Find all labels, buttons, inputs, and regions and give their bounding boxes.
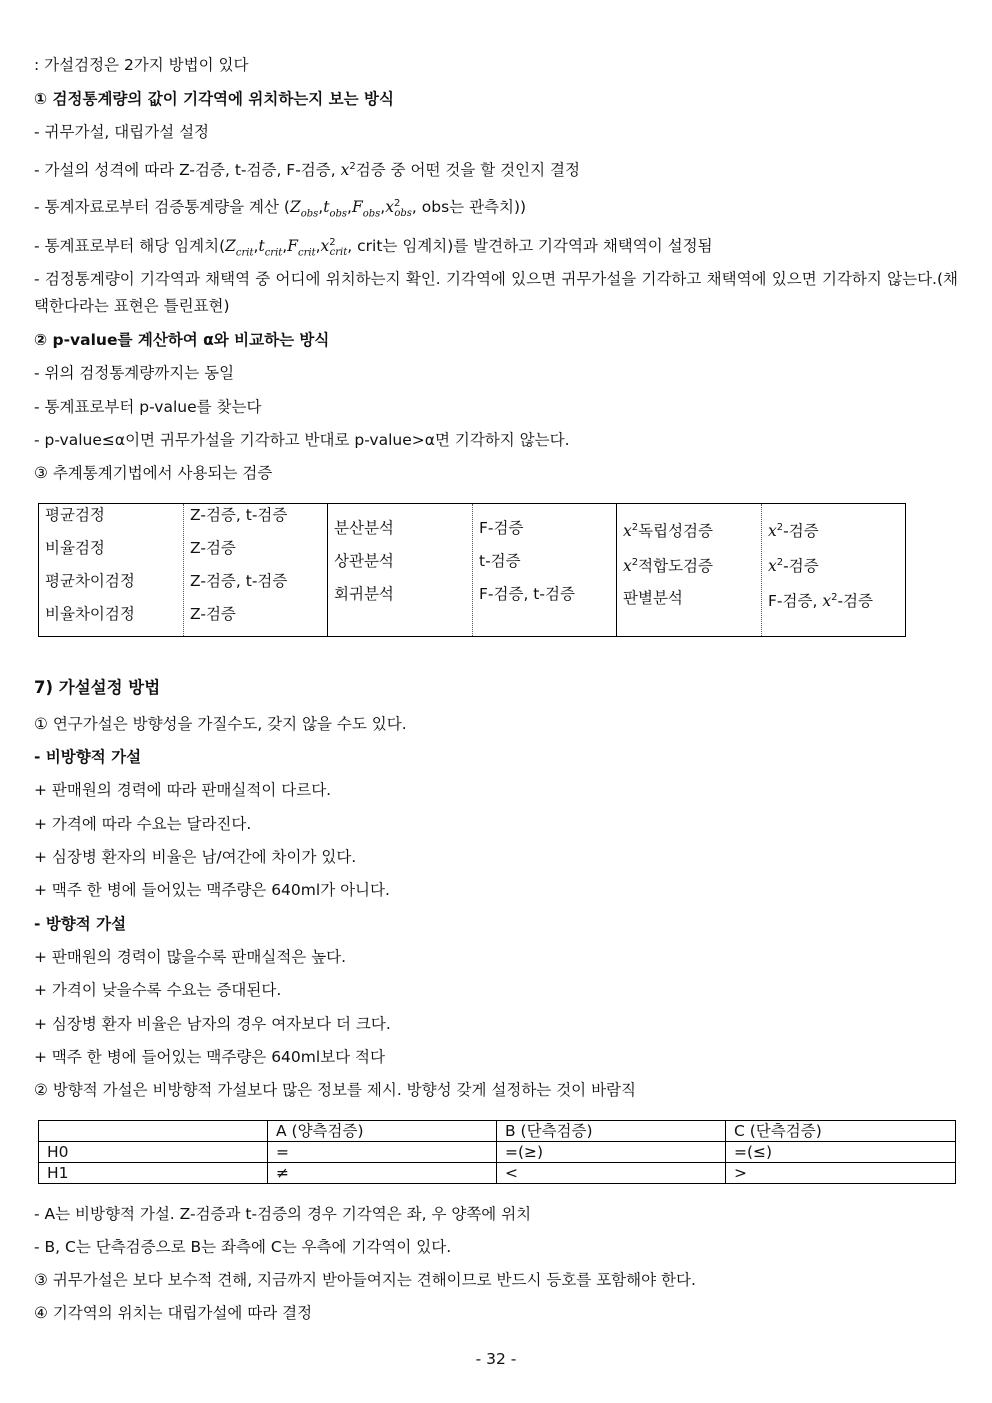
- chi-exponent: 2: [831, 592, 838, 603]
- t-symbol: t: [323, 198, 330, 217]
- non-directional-heading: - 비방향적 가설: [34, 748, 142, 766]
- bullet-pvalue-rule: - p-value≤α이면 귀무가설을 기각하고 반대로 p-value>α면 기각하지 않는다.: [34, 431, 570, 449]
- chi-exponent: 2: [631, 522, 639, 533]
- chi-symbol: x: [623, 557, 632, 576]
- z-symbol: Z: [225, 237, 236, 256]
- section7-line-11: + 맥주 한 병에 들어있는 맥주량은 640ml보다 적다: [34, 1048, 386, 1066]
- inferential-tests-heading: ③ 추계통계기법에서 사용되는 검증: [34, 464, 273, 482]
- f-symbol: F: [351, 198, 363, 217]
- table-cell: =(≥): [497, 1142, 726, 1163]
- chi-symbol: x: [385, 198, 394, 217]
- table-header-cell: [39, 1121, 268, 1142]
- comma: ,: [253, 237, 259, 256]
- section-7-heading: 7) 가설설정 방법: [34, 678, 161, 697]
- table-cell: 평균차이검정: [45, 572, 135, 590]
- chi-exponent: 2: [631, 557, 639, 568]
- cell-text: -검증: [837, 592, 873, 611]
- intro-line: : 가설검정은 2가지 방법이 있다: [34, 56, 249, 74]
- page-number: - 32 -: [475, 1350, 517, 1368]
- table-header-row: [39, 1121, 956, 1142]
- table-cell: 상관분석: [334, 552, 394, 570]
- tests-col-analysis-3: [617, 504, 762, 637]
- section7-line-14: - B, C는 단측검증으로 B는 좌측에 C는 우측에 기각역이 있다.: [34, 1238, 452, 1256]
- table-cell: =(≤): [726, 1142, 956, 1163]
- table-cell: [768, 517, 899, 552]
- chi-exponent: 2: [349, 161, 356, 172]
- tests-col-test-3: [762, 504, 906, 637]
- table-cell: >: [726, 1163, 956, 1184]
- section7-line-8: + 판매원의 경력이 많을수록 판매실적은 높다.: [34, 948, 347, 966]
- table-cell: 회귀분석: [334, 585, 394, 603]
- section7-line-5: + 심장병 환자의 비율은 남/여간에 차이가 있다.: [34, 848, 357, 866]
- table-cell: Z-검증: [190, 539, 236, 557]
- table-cell: t-검증: [479, 552, 521, 570]
- hypothesis-table: [38, 1120, 956, 1184]
- table-cell: <: [497, 1163, 726, 1184]
- section7-line-10: + 심장병 환자 비율은 남자의 경우 여자보다 더 크다.: [34, 1015, 391, 1033]
- table-row: [39, 1163, 956, 1184]
- table-cell: H1: [39, 1163, 268, 1184]
- tests-col-analysis-2: [328, 504, 473, 637]
- bullet-find-pvalue: - 통계표로부터 p-value를 찾는다: [34, 398, 262, 416]
- bullet-choose-test-text-b: 검증 중 어떤 것을 할 것인지 결정: [355, 161, 580, 180]
- tests-col-analysis-1: [39, 504, 184, 637]
- table-cell: 비율차이검정: [45, 605, 135, 623]
- bullet-choose-test-text-a: - 가설의 성격에 따라 Z-검증, t-검증, F-검증,: [34, 161, 341, 180]
- chi-exponent: 2: [329, 237, 336, 248]
- cell-text: -검증: [783, 522, 819, 541]
- cell-text: F-검증,: [768, 592, 823, 611]
- table-cell: F-검증, t-검증: [479, 585, 575, 603]
- section7-line-16: ④ 기각역의 위치는 대립가설에 따라 결정: [34, 1304, 313, 1322]
- section7-line-6: + 맥주 한 병에 들어있는 맥주량은 640ml가 아니다.: [34, 881, 390, 899]
- tests-col-test-1: [184, 504, 328, 637]
- bullet-compute-statistic: [34, 193, 526, 225]
- chi-symbol: x: [623, 522, 632, 541]
- section7-line-9: + 가격이 낮을수록 수요는 증대된다.: [34, 981, 282, 999]
- table-cell: =: [268, 1142, 497, 1163]
- table-cell: 판별분석: [623, 589, 683, 607]
- section7-line-1: ① 연구가설은 방향성을 가질수도, 갖지 않을 수도 있다.: [34, 715, 407, 733]
- table-cell: Z-검증, t-검증: [190, 506, 288, 524]
- bullet-compute-text-a: - 통계자료로부터 검증통계량을 계산 (: [34, 198, 290, 217]
- bullet-choose-test: [34, 156, 580, 181]
- t-symbol: t: [258, 237, 265, 256]
- z-symbol: Z: [289, 198, 301, 217]
- table-row: [39, 1142, 956, 1163]
- section7-line-3: + 판매원의 경력에 따라 판매실적이 다르다.: [34, 781, 332, 799]
- table-cell: 비율검정: [45, 539, 105, 557]
- comma: ,: [315, 237, 321, 256]
- table-cell: [623, 552, 755, 587]
- bullet-compute-text-b: , obs는 관측치)): [411, 198, 527, 217]
- crit-sub-f: crit: [298, 247, 316, 259]
- bullet-same-statistic: - 위의 검정통계량까지는 동일: [34, 364, 235, 382]
- chi-symbol: x: [768, 557, 777, 576]
- comma: ,: [282, 237, 288, 256]
- bullet-decision-paragraph: - 검정통계량이 기각역과 채택역 중 어디에 위치하는지 확인. 기각역에 있으면 귀무가설을 기각하고 채택역에 있으면 기각하지 않는다.(채택한다라는 표현은 틀린표현): [34, 270, 958, 315]
- method1-heading: ① 검정통계량의 값이 기각역에 위치하는지 보는 방식: [34, 90, 394, 108]
- chi-exponent: 2: [776, 557, 784, 568]
- table-cell: H0: [39, 1142, 268, 1163]
- chi-symbol: x: [768, 522, 777, 541]
- table-header-cell: B (단측검증): [497, 1121, 726, 1142]
- chi-symbol: x: [822, 592, 832, 611]
- chi-exponent: 2: [393, 198, 401, 209]
- tests-table: [38, 503, 906, 637]
- comma: ,: [318, 198, 324, 217]
- table-cell: F-검증: [479, 519, 524, 537]
- chi-symbol: x: [320, 237, 330, 256]
- comma: ,: [380, 198, 386, 217]
- table-cell: [768, 587, 899, 622]
- f-symbol: F: [287, 237, 298, 256]
- obs-sub-f: obs: [362, 208, 381, 220]
- table-header-cell: A (양측검증): [268, 1121, 497, 1142]
- table-cell: Z-검증: [190, 605, 236, 623]
- table-cell: 분산분석: [334, 519, 394, 537]
- method2-heading: ② p-value를 계산하여 α와 비교하는 방식: [34, 331, 330, 349]
- obs-sub-chi: obs: [394, 208, 412, 220]
- bullet-set-hypotheses: - 귀무가설, 대립가설 설정: [34, 123, 210, 141]
- crit-sub-z: crit: [235, 247, 254, 259]
- comma: ,: [347, 198, 352, 217]
- chi-exponent: 2: [776, 522, 784, 533]
- bullet-critical-value: [34, 232, 713, 264]
- crit-sub-t: crit: [264, 247, 283, 259]
- table-cell: 평균검정: [45, 506, 105, 524]
- obs-sub-t: obs: [329, 208, 348, 220]
- section7-line-12: ② 방향적 가설은 비방향적 가설보다 많은 정보를 제시. 방향성 갖게 설정하는 것이 바람직: [34, 1081, 637, 1099]
- section7-line-13: - A는 비방향적 가설. Z-검증과 t-검증의 경우 기각역은 좌, 우 양쪽에 위치: [34, 1205, 532, 1223]
- table-header-cell: C (단측검증): [726, 1121, 956, 1142]
- directional-heading: - 방향적 가설: [34, 915, 127, 933]
- table-cell: [768, 552, 899, 587]
- chi-symbol: x: [340, 161, 350, 180]
- crit-sub-chi: crit: [329, 247, 348, 259]
- bullet-critical-text-a: - 통계표로부터 해당 임계치(: [34, 237, 226, 256]
- tests-col-test-2: [473, 504, 617, 637]
- table-cell: ≠: [268, 1163, 497, 1184]
- cell-text: -검증: [783, 557, 819, 576]
- table-cell: Z-검증, t-검증: [190, 572, 288, 590]
- bullet-critical-text-b: , crit는 임계치)를 발견하고 기각역과 채택역이 설정됨: [347, 237, 713, 256]
- obs-sub-z: obs: [300, 208, 319, 220]
- section7-line-4: + 가격에 따라 수요는 달라진다.: [34, 815, 252, 833]
- section7-line-15: ③ 귀무가설은 보다 보수적 견해, 지금까지 받아들여지는 견해이므로 반드시 등호를 포함해야 한다.: [34, 1271, 696, 1289]
- cell-text: 독립성검증: [638, 522, 713, 541]
- cell-text: 적합도검증: [638, 557, 713, 576]
- table-cell: [623, 517, 755, 552]
